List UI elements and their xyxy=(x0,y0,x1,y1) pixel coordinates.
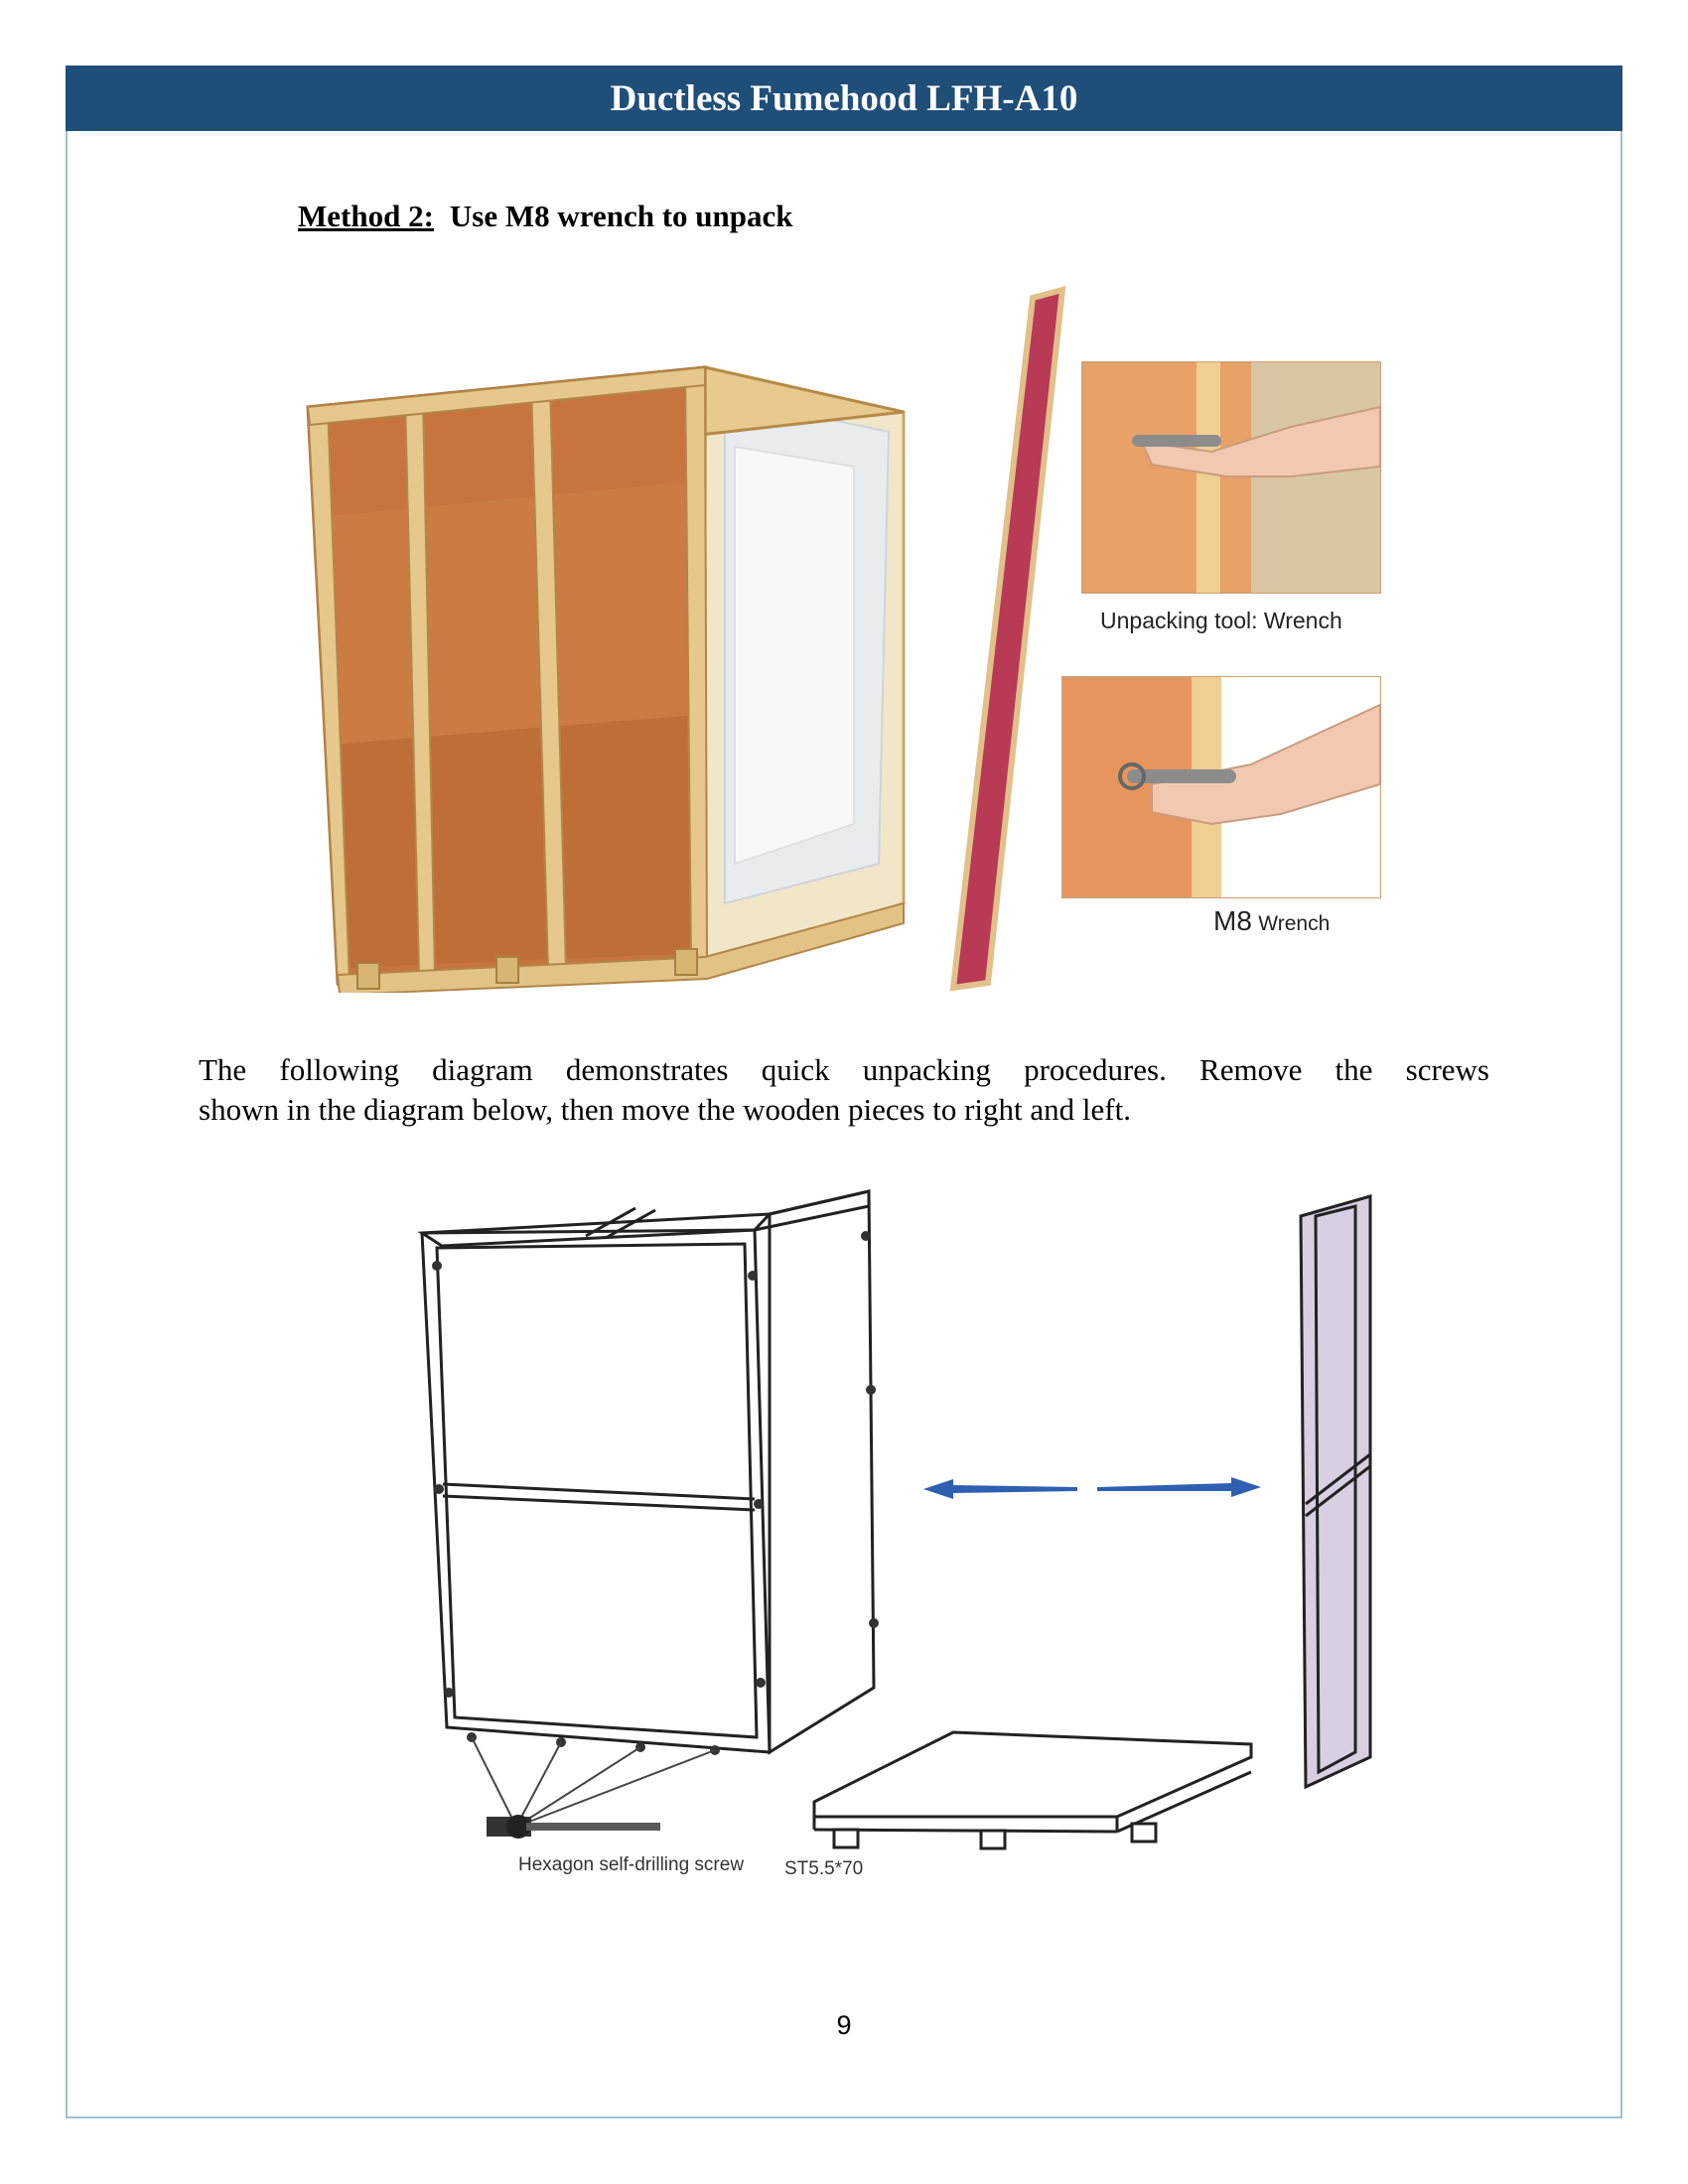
unpacking-diagram xyxy=(377,1157,1460,1911)
screw-type-label: Hexagon self-drilling screw xyxy=(518,1854,745,1875)
body-line-2: shown in the diagram below, then move the wooden pieces to right and left. xyxy=(199,1092,1131,1127)
unpacking-photo xyxy=(298,268,1390,993)
wrench-label: Wrench xyxy=(1258,912,1331,935)
document-header xyxy=(66,66,1622,131)
body-paragraph xyxy=(199,1050,1489,1130)
exploded-crate-diagram xyxy=(377,1157,1460,1911)
screw-spec-label: ST5.5*70 xyxy=(784,1858,864,1879)
method-label: Method 2: xyxy=(298,199,434,233)
m8-label: M8 xyxy=(1213,905,1252,936)
method-heading xyxy=(298,199,793,234)
hexagon-screw-icon xyxy=(487,1815,660,1839)
move-apart-arrows-icon xyxy=(923,1477,1261,1499)
method-text: Use M8 wrench to unpack xyxy=(449,199,793,233)
page-number: 9 xyxy=(836,2010,852,2040)
wrench-caption: Unpacking tool: Wrench xyxy=(1100,608,1342,633)
m8-wrench-caption xyxy=(1213,905,1330,937)
document-title: Ductless Fumehood LFH-A10 xyxy=(610,77,1078,119)
body-line-1: The following diagram demonstrates quick unpacking procedures. Remove the screws xyxy=(199,1052,1489,1087)
